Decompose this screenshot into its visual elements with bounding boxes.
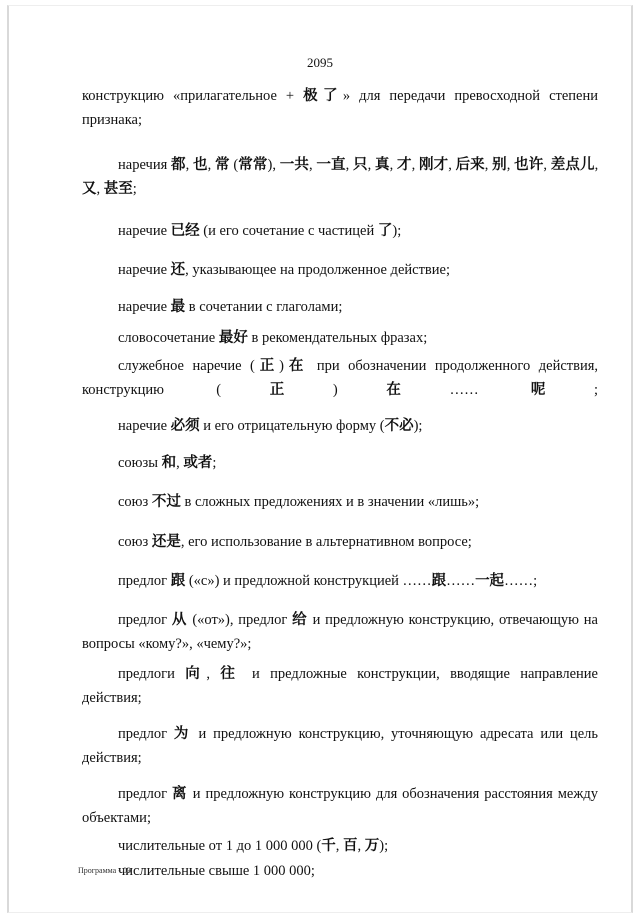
paragraph-xiang-wang: предлоги 向, 往 и предложные конструкции, вводящие направление действия; [82, 666, 598, 706]
paragraph-hai: наречие 还, указывающее на продолженное действие; [118, 262, 450, 278]
page-number: 2095 [307, 55, 333, 70]
paragraph-haishi: союз 还是, его использование в альтернативном вопросе; [118, 534, 472, 550]
paragraph-yijing: наречие 已经 (и его сочетание с частицей 了); [118, 223, 402, 239]
paragraph-superlative: конструкцию «прилагательное + 极了» для передачи превосходной степени признака; [82, 88, 598, 128]
paragraph-gen: предлог 跟 («с») и предложной конструкцией ……跟……一起……; [118, 573, 538, 589]
paragraph-wei: предлог 为 и предложную конструкцию, уточняющую адресата или цель действия; [82, 726, 598, 766]
paragraph-zhengzai: служебное наречие (正)在 при обозначении продолженного действия, конструкцию (正)在…… 呢; [82, 358, 599, 398]
paragraph-buguo: союз 不过 в сложных предложениях и в значении «лишь»; [118, 494, 480, 510]
paragraph-numerals-large: числительные свыше 1 000 000; [118, 863, 315, 879]
paragraph-numerals-small: числительные от 1 до 1 000 000 (千, 百, 万); [118, 838, 389, 854]
paragraph-zui: наречие 最 в сочетании с глаголами; [118, 299, 343, 315]
paragraph-he-huozhe: союзы 和, 或者; [118, 455, 217, 471]
footer-note: Программа - 03 [78, 866, 131, 875]
paragraph-adverbs: наречия 都, 也, 常 (常常), 一共, 一直, 只, 真, 才, 刚才, 后来, 别, 也许, 差点儿, 又, 甚至; [82, 157, 599, 197]
paragraph-cong-gei: предлог 从 («от»), предлог 给 и предложную конструкцию, отвечающую на вопросы «кому?», «чему?»; [82, 612, 598, 652]
paragraph-li: предлог 离 и предложную конструкцию для обозначения расстояния между объектами; [82, 786, 598, 826]
document-body [82, 80, 598, 883]
paragraph-zuihao: словосочетание 最好 в рекомендательных фразах; [118, 330, 428, 346]
paragraph-bixu: наречие 必须 и его отрицательную форму (不必); [118, 418, 423, 434]
